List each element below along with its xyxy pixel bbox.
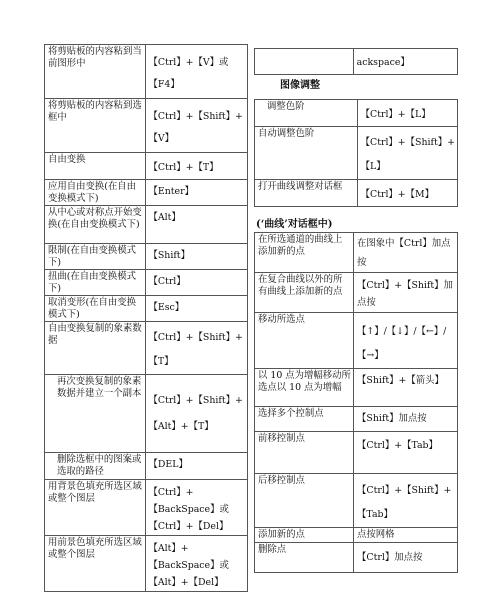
curves-dialog-table	[254, 232, 458, 573]
row-description: 调整色阶	[255, 100, 358, 127]
row-shortcut: 点按网格	[354, 528, 458, 543]
table-row	[255, 273, 458, 313]
row-description: 自动调整色阶	[255, 127, 358, 180]
row-shortcut: 【↑】/【↓】/【←】/【→】	[354, 313, 458, 369]
right-top-table	[254, 48, 458, 75]
row-shortcut: 【Shift】	[145, 244, 248, 270]
row-shortcut: 【Ctrl】+【T】	[145, 153, 248, 180]
row-description: 前移控制点	[255, 432, 354, 474]
row-shortcut: 【Ctrl】加点按	[354, 543, 458, 573]
table-row	[255, 233, 458, 273]
table-row	[255, 313, 458, 369]
table-row	[45, 296, 248, 322]
table-row	[45, 99, 248, 153]
row-shortcut: 【Ctrl】+【Shift】加点按	[354, 273, 458, 313]
row-shortcut: ackspace】	[353, 49, 457, 75]
row-description: 打开曲线调整对话框	[255, 180, 358, 207]
row-shortcut: 【Ctrl】+【Tab】	[354, 432, 458, 474]
row-shortcut: 【Shift】+【箭头】	[354, 369, 458, 407]
row-description: 选择多个控制点	[255, 407, 354, 432]
table-row	[45, 45, 248, 99]
row-description: 从中心或对称点开始变换(在自由变换模式下)	[45, 206, 146, 244]
table-row	[45, 206, 248, 244]
left-shortcut-table	[44, 44, 248, 592]
row-shortcut: 【Ctrl】+【L】	[357, 100, 457, 127]
row-shortcut: 【Ctrl】+【M】	[357, 180, 457, 207]
table-row	[45, 322, 248, 375]
table-row	[255, 369, 458, 407]
table-row	[255, 432, 458, 474]
row-description: 将剪贴板的内容粘到选框中	[45, 99, 146, 153]
row-shortcut: 在图象中【Ctrl】加点按	[354, 233, 458, 273]
row-description: 移动所选点	[255, 313, 354, 369]
row-description: 用背景色填充所选区域或整个图层	[45, 480, 146, 536]
row-description: 在复合曲线以外的所有曲线上添加新的点	[255, 273, 354, 313]
row-description: 后移控制点	[255, 474, 354, 528]
row-description: 扭曲(在自由变换模式下)	[45, 270, 146, 296]
row-description: 取消变形(在自由变换模式下)	[45, 296, 146, 322]
row-description: 限制(在自由变换模式下)	[45, 244, 146, 270]
row-shortcut: 【Ctrl】+【Shift】+【V】	[145, 99, 248, 153]
row-shortcut: 【Ctrl】+【Shift】+【L】	[357, 127, 457, 180]
table-row	[45, 153, 248, 180]
row-shortcut: 【Alt】	[145, 206, 248, 244]
row-description: 再次变换复制的象素数据并建立一个副本	[45, 375, 146, 453]
row-shortcut: 【DEL】	[145, 453, 248, 480]
row-description: 自由变换复制的象素数据	[45, 322, 146, 375]
table-row	[45, 453, 248, 480]
row-shortcut: 【Ctrl】	[145, 270, 248, 296]
row-description: 删除点	[255, 543, 354, 573]
table-row	[45, 270, 248, 296]
row-description	[255, 49, 354, 75]
row-shortcut: 【Ctrl】+【V】或【F4】	[145, 45, 248, 99]
row-shortcut: 【Enter】	[145, 180, 248, 206]
section-title-curves-dialog: (‘曲线’对话框中)	[256, 219, 333, 230]
row-description: 用前景色填充所选区域或整个图层	[45, 536, 146, 592]
row-description: 添加新的点	[255, 528, 354, 543]
image-adjust-table	[254, 99, 458, 207]
row-shortcut: 【Ctrl】+【Shift】+【Tab】	[354, 474, 458, 528]
table-row	[255, 180, 458, 207]
row-description: 在所选通道的曲线上添加新的点	[255, 233, 354, 273]
table-row	[255, 407, 458, 432]
row-shortcut: 【Ctrl】+【Shift】+【T】	[145, 322, 248, 375]
table-row	[45, 244, 248, 270]
table-row	[255, 49, 458, 75]
row-description: 以 10 点为增幅移动所选点以 10 点为增幅	[255, 369, 354, 407]
row-description: 将剪贴板的内容粘到当前图形中	[45, 45, 146, 99]
row-description: 自由变换	[45, 153, 146, 180]
table-row	[45, 375, 248, 453]
row-shortcut: 【Shift】加点按	[354, 407, 458, 432]
table-row	[45, 180, 248, 206]
table-row	[255, 100, 458, 127]
table-row	[45, 536, 248, 592]
row-description: 应用自由变换(在自由变换模式下)	[45, 180, 146, 206]
table-row	[255, 528, 458, 543]
row-shortcut: 【Ctrl】+【Shift】+【Alt】+【T】	[145, 375, 248, 453]
section-title-image-adjust: 图像调整	[280, 80, 320, 91]
table-row	[45, 480, 248, 536]
row-description: 删除选框中的图案或选取的路径	[45, 453, 146, 480]
table-row	[255, 543, 458, 573]
table-row	[255, 127, 458, 180]
row-shortcut: 【Esc】	[145, 296, 248, 322]
row-shortcut: 【Ctrl】+【BackSpace】或【Ctrl】+【Del】	[145, 480, 248, 536]
row-shortcut: 【Alt】+【BackSpace】或【Alt】+【Del】	[145, 536, 248, 592]
table-row	[255, 474, 458, 528]
